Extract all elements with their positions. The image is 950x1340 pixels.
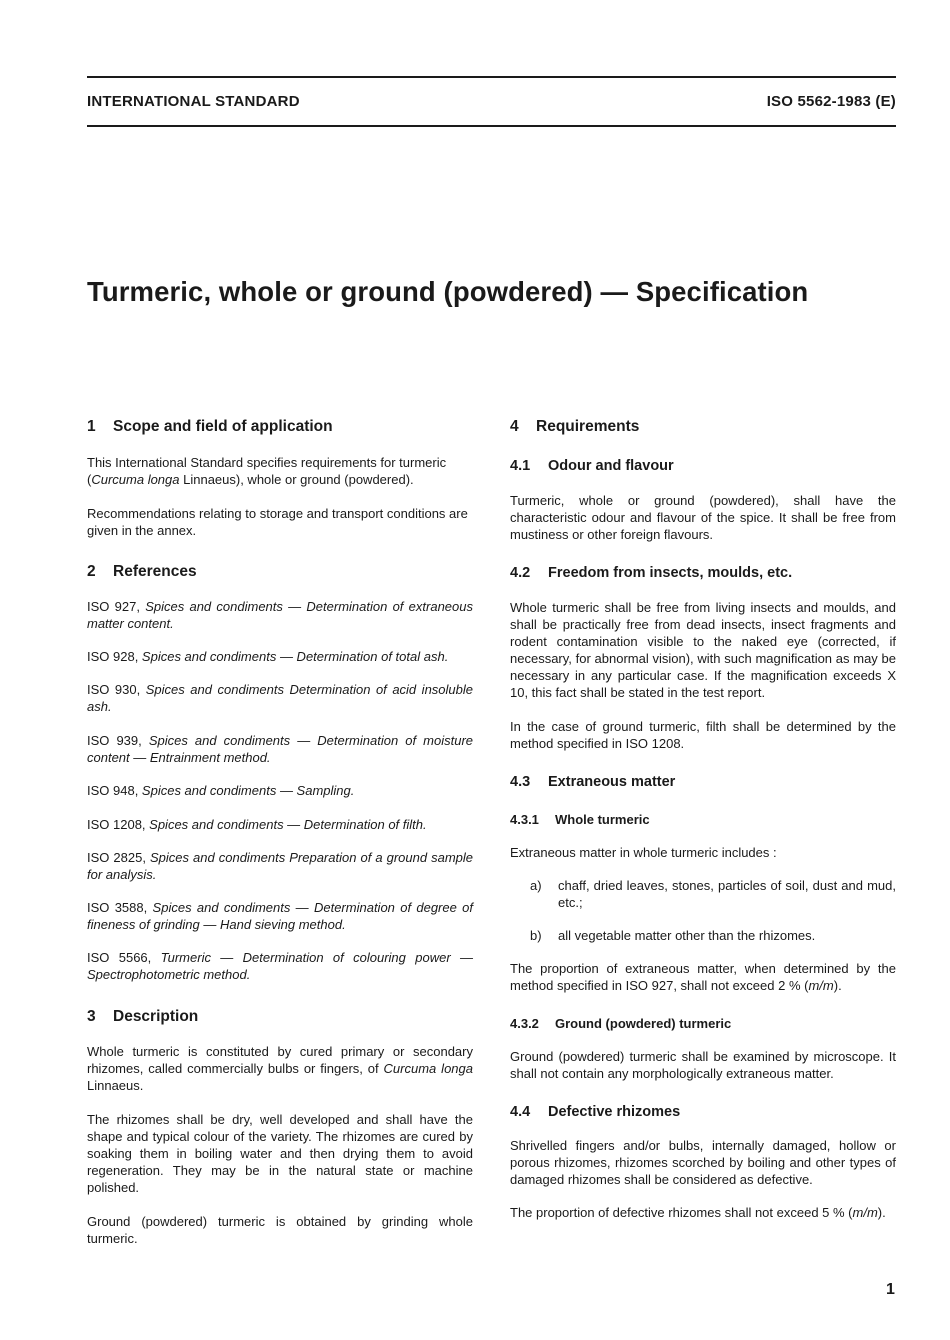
text-run: This International Standard specifies requirements for turmeric ( bbox=[87, 455, 447, 487]
section-number: 4.4 bbox=[510, 1104, 531, 1120]
left-column bbox=[87, 418, 473, 1247]
section-number: 4.3 bbox=[510, 774, 531, 790]
section-4-heading bbox=[510, 418, 896, 436]
extraneous-intro-paragraph: Extraneous matter in whole turmeric includes : bbox=[510, 845, 777, 860]
reference-item bbox=[87, 949, 473, 983]
reference-item bbox=[87, 648, 473, 665]
species-name: Curcuma longa bbox=[91, 472, 180, 487]
reference-title: Spices and condiments — Sampling. bbox=[141, 783, 355, 798]
text-run: ). bbox=[833, 978, 842, 993]
text-run: Linnaeus. bbox=[87, 1078, 144, 1093]
section-title: Defective rhizomes bbox=[548, 1104, 681, 1120]
section-title: Ground (powdered) turmeric bbox=[555, 1016, 732, 1031]
section-title: Extraneous matter bbox=[548, 774, 676, 790]
section-number: 4.3.2 bbox=[510, 1016, 539, 1031]
section-title: References bbox=[113, 563, 197, 580]
mass-fraction-unit: m/m bbox=[808, 978, 834, 993]
list-text: all vegetable matter other than the rhizomes. bbox=[558, 928, 816, 943]
species-name: Curcuma longa bbox=[383, 1061, 473, 1076]
section-4-4-heading bbox=[510, 1104, 896, 1120]
section-number: 4.1 bbox=[510, 458, 531, 474]
section-title: Freedom from insects, moulds, etc. bbox=[548, 565, 793, 581]
header-bottom-rule bbox=[87, 125, 896, 127]
reference-item bbox=[87, 732, 473, 766]
ground-turmeric-microscope-paragraph: Ground (powdered) turmeric shall be examined by microscope. It shall not contain any morphologically extraneous matter. bbox=[510, 1049, 896, 1081]
list-item bbox=[530, 927, 896, 944]
reference-code: ISO 3588, bbox=[87, 900, 153, 915]
section-title: Requirements bbox=[536, 418, 640, 435]
header-standard-type: INTERNATIONAL STANDARD bbox=[87, 93, 300, 110]
reference-code: ISO 927, bbox=[87, 599, 146, 614]
defective-limit-paragraph bbox=[510, 1204, 896, 1221]
text-run: The proportion of defective rhizomes shall not exceed 5 % ( bbox=[510, 1205, 853, 1220]
rhizomes-paragraph: The rhizomes shall be dry, well developed and shall have the shape and typical colour of the variety. The rhizomes are cured by soaking them in boiling water and then drying them to avoid regeneration. They may be in the natural state or machine polished. bbox=[87, 1112, 473, 1195]
reference-code: ISO 928, bbox=[87, 649, 142, 664]
section-3-heading bbox=[87, 1008, 473, 1026]
list-text: chaff, dried leaves, stones, particles of soil, dust and mud, etc.; bbox=[558, 878, 896, 910]
reference-code: ISO 5566, bbox=[87, 950, 161, 965]
section-title: Odour and flavour bbox=[548, 458, 674, 474]
section-4-2-heading bbox=[510, 565, 896, 581]
right-column bbox=[510, 418, 896, 1221]
section-number: 1 bbox=[87, 418, 96, 435]
section-4-3-2-heading bbox=[510, 1016, 896, 1031]
text-run: Whole turmeric is constituted by cured primary or secondary rhizomes, called commercially bulbs or fingers, of bbox=[87, 1044, 473, 1076]
reference-title: Spices and condiments — Determination of degree of fineness of grinding — Hand sieving method. bbox=[87, 900, 473, 932]
reference-title: Spices and condiments — Determination of total ash. bbox=[141, 649, 449, 664]
section-title: Scope and field of application bbox=[113, 418, 333, 435]
ground-turmeric-paragraph: Ground (powdered) turmeric is obtained by grinding whole turmeric. bbox=[87, 1214, 473, 1246]
section-2-heading bbox=[87, 563, 473, 581]
section-number: 2 bbox=[87, 563, 96, 580]
header-top-rule bbox=[87, 76, 896, 78]
section-4-3-heading bbox=[510, 774, 896, 790]
reference-code: ISO 1208, bbox=[87, 817, 150, 832]
header-standard-number: ISO 5562-1983 (E) bbox=[766, 93, 896, 110]
reference-item bbox=[87, 782, 473, 799]
scope-paragraph bbox=[87, 454, 473, 488]
reference-item bbox=[87, 681, 473, 715]
insects-paragraph: Whole turmeric shall be free from living insects and moulds, and shall be practically free from dead insects, insect fragments and rodent contamination visible to the naked eye (corrected, if necessary, for abnormal vision), with such magnification as may be necessary in any particular case. If the magnification exceeds X 10, this fact shall be stated in the test report. bbox=[510, 600, 896, 700]
page-header bbox=[87, 93, 896, 110]
reference-title: Spices and condiments Preparation of a ground sample for analysis. bbox=[87, 850, 474, 882]
mass-fraction-unit: m/m bbox=[852, 1205, 878, 1220]
reference-item bbox=[87, 849, 473, 883]
reference-code: ISO 930, bbox=[87, 682, 146, 697]
text-run: The proportion of extraneous matter, when determined by the method specified in ISO 927, shall not exceed 2 % ( bbox=[510, 961, 896, 993]
reference-code: ISO 939, bbox=[87, 733, 149, 748]
description-paragraph bbox=[87, 1043, 473, 1094]
reference-title: Spices and condiments — Determination of filth. bbox=[149, 817, 427, 832]
recommendations-paragraph: Recommendations relating to storage and transport conditions are given in the annex. bbox=[87, 506, 468, 538]
reference-title: Spices and condiments Determination of acid insoluble ash. bbox=[87, 682, 474, 714]
list-marker: a) bbox=[530, 878, 542, 893]
reference-code: ISO 948, bbox=[87, 783, 142, 798]
list-marker: b) bbox=[530, 928, 542, 943]
list-item bbox=[530, 877, 896, 911]
defective-definition-paragraph: Shrivelled fingers and/or bulbs, internally damaged, hollow or porous rhizomes, rhizomes scorched by boiling and other types of damaged rhizomes shall be considered as defective. bbox=[510, 1138, 896, 1187]
page-number: 1 bbox=[886, 1281, 895, 1298]
reference-title: Turmeric — Determination of colouring power — Spectrophotometric method. bbox=[87, 950, 473, 982]
section-1-heading bbox=[87, 418, 473, 436]
section-4-3-1-heading bbox=[510, 812, 896, 827]
extraneous-limit-paragraph bbox=[510, 960, 896, 994]
section-number: 4 bbox=[510, 418, 519, 435]
document-title: Turmeric, whole or ground (powdered) — Specification bbox=[87, 276, 809, 307]
filth-paragraph: In the case of ground turmeric, filth shall be determined by the method specified in ISO 1208. bbox=[510, 719, 896, 751]
odour-paragraph: Turmeric, whole or ground (powdered), shall have the characteristic odour and flavour of the spice. It shall be free from mustiness or other foreign flavours. bbox=[510, 493, 896, 542]
reference-item bbox=[87, 816, 473, 833]
section-title: Description bbox=[113, 1008, 199, 1025]
section-number: 3 bbox=[87, 1008, 96, 1025]
reference-title: Spices and condiments — Determination of extraneous matter content. bbox=[87, 599, 473, 631]
reference-title: Spices and condiments — Determination of moisture content — Entrainment method. bbox=[87, 733, 473, 765]
section-4-1-heading bbox=[510, 458, 896, 474]
reference-item bbox=[87, 598, 473, 632]
text-run: ). bbox=[877, 1205, 886, 1220]
section-title: Whole turmeric bbox=[555, 812, 650, 827]
reference-item bbox=[87, 899, 473, 933]
section-number: 4.3.1 bbox=[510, 812, 539, 827]
text-run: Linnaeus), whole or ground (powdered). bbox=[179, 472, 414, 487]
section-number: 4.2 bbox=[510, 565, 531, 581]
reference-code: ISO 2825, bbox=[87, 850, 150, 865]
